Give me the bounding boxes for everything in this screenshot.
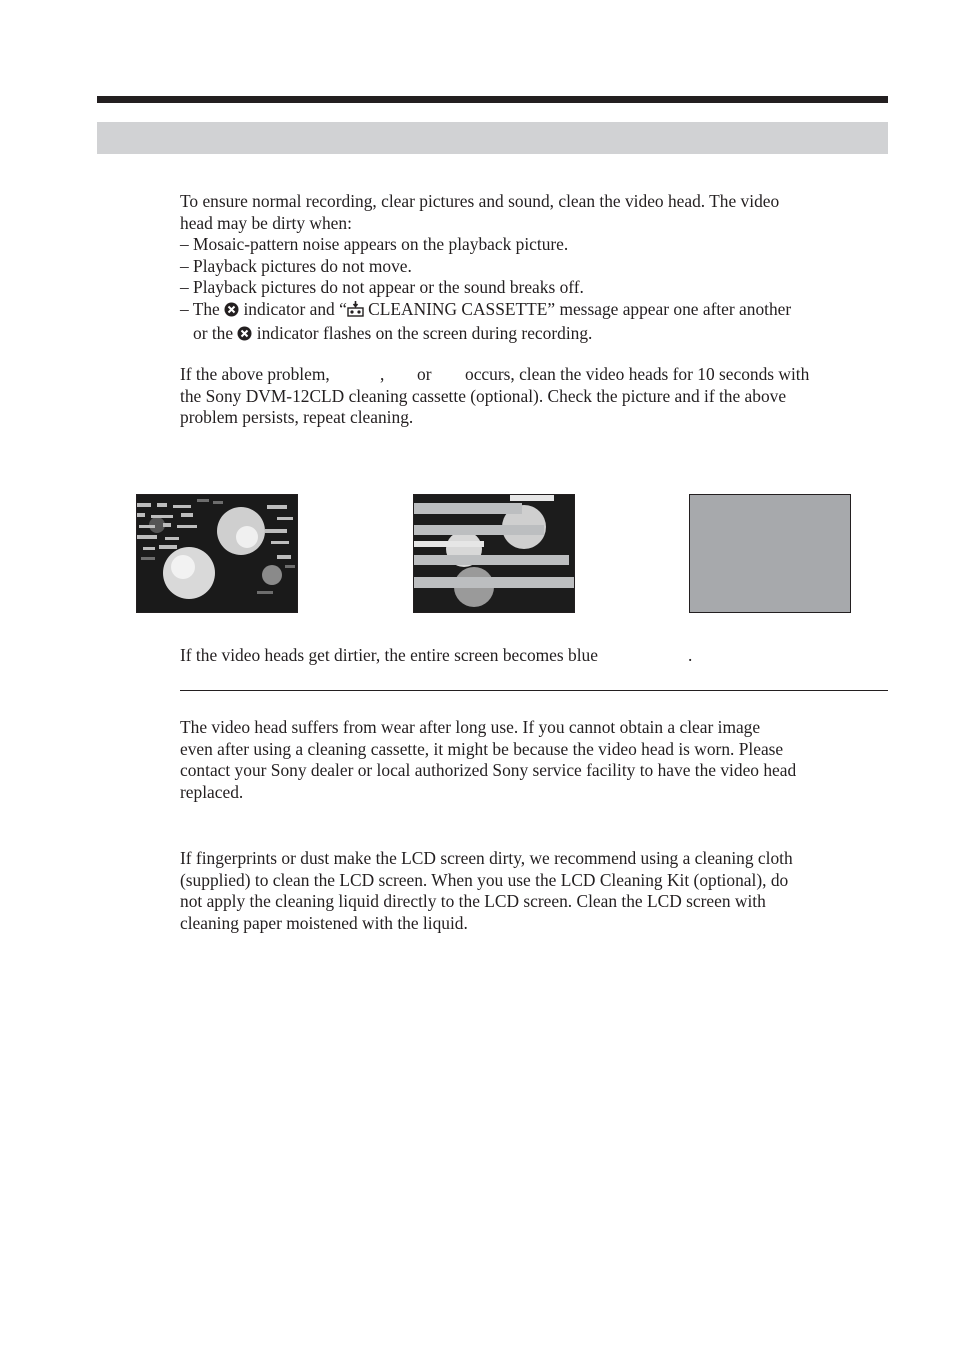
problem-text: occurs, clean the video heads for 10 seconds with xyxy=(465,364,810,384)
problem-text: or xyxy=(417,364,432,384)
lcd-line: not apply the cleaning liquid directly to the LCD screen. Clean the LCD screen with xyxy=(180,891,766,912)
problem-text: If the above problem, xyxy=(180,364,330,384)
lcd-line: cleaning paper moistened with the liquid. xyxy=(180,912,468,933)
dirtier-text: . xyxy=(688,645,693,665)
wear-paragraph xyxy=(180,717,890,803)
lcd-paragraph xyxy=(180,848,890,934)
bullet-item: – Playback pictures do not appear or the sound breaks off. xyxy=(180,277,584,298)
wear-line: contact your Sony dealer or local authorized Sony service facility to have the video head xyxy=(180,760,797,781)
warning-x-icon xyxy=(237,325,252,347)
dirtier-paragraph xyxy=(180,645,890,667)
top-rule xyxy=(97,96,888,103)
striped-picture xyxy=(413,494,575,613)
wear-line: replaced. xyxy=(180,781,244,802)
problem-text: problem persists, repeat cleaning. xyxy=(180,407,414,428)
bullet-item-continuation: or the indicator flashes on the screen during recording. xyxy=(180,323,890,347)
problem-text: , xyxy=(380,364,385,384)
warning-x-icon xyxy=(224,301,239,323)
bullet-item: – The indicator and “ CLEANING CASSETTE” message appear one after another xyxy=(180,299,890,323)
problem-paragraph xyxy=(180,364,890,429)
dirtier-text: If the video heads get dirtier, the entire screen becomes blue xyxy=(180,645,598,665)
section-divider xyxy=(180,690,888,691)
intro-line: head may be dirty when: xyxy=(180,212,352,233)
cleaning-cassette-icon xyxy=(347,301,364,323)
problem-text: the Sony DVM-12CLD cleaning cassette (optional). Check the picture and if the above xyxy=(180,385,787,406)
bullet-item: – Mosaic-pattern noise appears on the playback picture. xyxy=(180,234,569,255)
bullet-item: – Playback pictures do not move. xyxy=(180,255,412,276)
lcd-line: If fingerprints or dust make the LCD screen dirty, we recommend using a cleaning cloth xyxy=(180,848,793,868)
blue-screen-picture xyxy=(689,494,851,613)
wear-line: even after using a cleaning cassette, it might be because the video head is worn. Please xyxy=(180,738,784,759)
lcd-line: (supplied) to clean the LCD screen. When you use the LCD Cleaning Kit (optional), do xyxy=(180,869,789,890)
intro-block xyxy=(180,191,890,346)
wear-line: The video head suffers from wear after long use. If you cannot obtain a clear image xyxy=(180,717,761,737)
mosaic-noise-picture xyxy=(136,494,298,613)
section-header-band xyxy=(97,122,888,154)
intro-line: To ensure normal recording, clear pictures and sound, clean the video head. The video xyxy=(180,191,780,211)
